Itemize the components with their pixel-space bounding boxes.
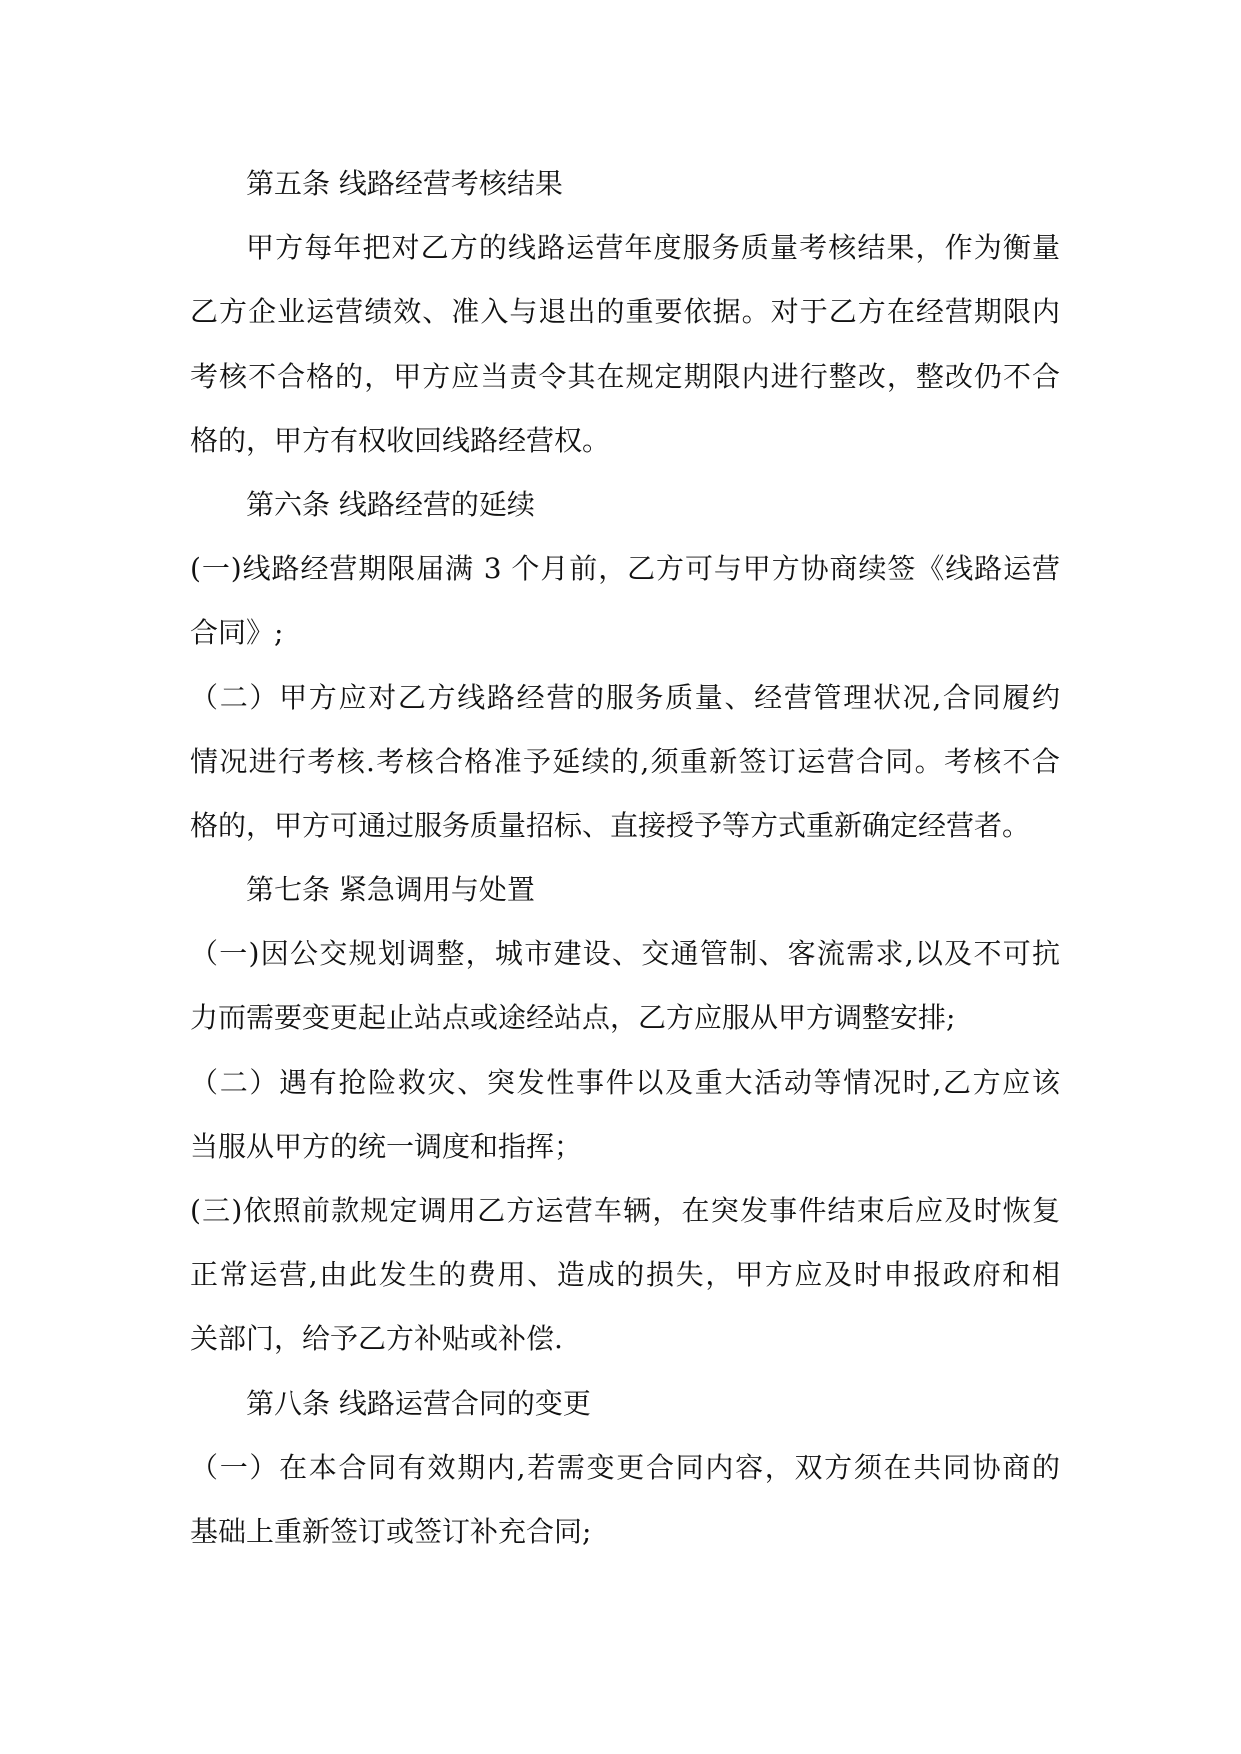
clause-line: 关部门，给予乙方补贴或补偿. — [190, 1322, 563, 1356]
clause-line: 合同》; — [190, 616, 284, 650]
clause-line: （一）在本合同有效期内,若需变更合同内容，双方须在共同协商的 — [190, 1450, 1060, 1484]
clause-line: 格的，甲方可通过服务质量招标、直接授予等方式重新确定经营者。 — [190, 808, 1031, 842]
paragraph-line: 乙方企业运营绩效、准入与退出的重要依据。对于乙方在经营期限内 — [190, 295, 1060, 329]
clause-line: 正常运营,由此发生的费用、造成的损失，甲方应及时申报政府和相 — [190, 1258, 1060, 1292]
document-body — [190, 152, 1060, 1564]
paragraph-line: 甲方每年把对乙方的线路运营年度服务质量考核结果，作为衡量 — [246, 231, 1060, 265]
clause-line: 情况进行考核.考核合格准予延续的,须重新签订运营合同。考核不合 — [190, 744, 1060, 778]
clause-line: 力而需要变更起止站点或途经站点，乙方应服从甲方调整安排; — [190, 1001, 956, 1035]
paragraph-line: 考核不合格的，甲方应当责令其在规定期限内进行整改，整改仍不合 — [190, 359, 1060, 393]
clause-line: (三)依照前款规定调用乙方运营车辆，在突发事件结束后应及时恢复 — [190, 1194, 1060, 1227]
clause-line: (一)线路经营期限届满 3 个月前，乙方可与甲方协商续签《线路运营 — [190, 552, 1060, 586]
paragraph-line: 格的，甲方有权收回线路经营权。 — [190, 423, 611, 457]
clause-line: （一)因公交规划调整，城市建设、交通管制、客流需求,以及不可抗 — [190, 937, 1060, 971]
article-6-heading: 第六条 线路经营的延续 — [246, 487, 535, 521]
article-5-heading: 第五条 线路经营考核结果 — [246, 167, 563, 200]
article-8-heading: 第八条 线路运营合同的变更 — [246, 1386, 591, 1420]
clause-line: （二）甲方应对乙方线路经营的服务质量、经营管理状况,合同履约 — [190, 680, 1060, 714]
clause-line: 当服从甲方的统一调度和指挥； — [190, 1129, 583, 1163]
clause-line: 基础上重新签订或签订补充合同; — [190, 1514, 592, 1548]
article-7-heading: 第七条 紧急调用与处置 — [246, 873, 535, 907]
clause-line: （二）遇有抢险救灾、突发性事件以及重大活动等情况时,乙方应该 — [190, 1065, 1060, 1099]
